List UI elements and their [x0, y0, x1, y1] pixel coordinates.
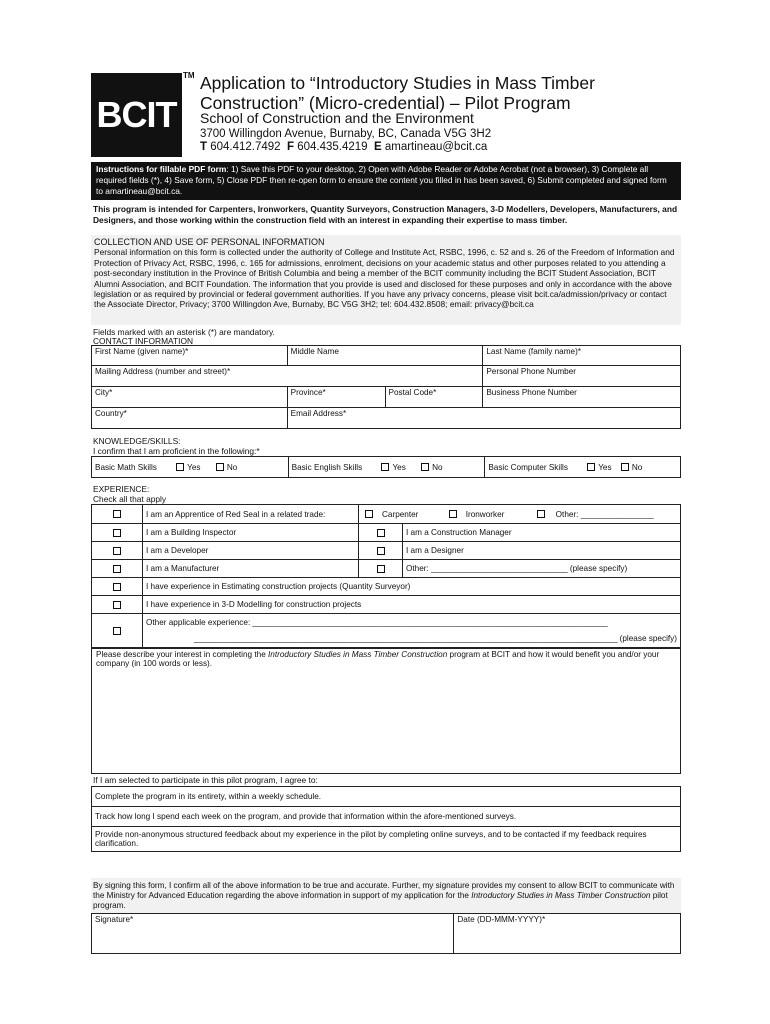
school-name: School of Construction and the Environment: [200, 110, 474, 126]
skill-math: Basic Math Skills Yes No: [92, 457, 289, 478]
english-yes-checkbox[interactable]: [381, 463, 389, 471]
skill-computer: Basic Computer Skills Yes No: [485, 457, 681, 478]
english-no-checkbox[interactable]: [421, 463, 429, 471]
modelling-label: I have experience in 3-D Modelling for construction projects: [143, 596, 681, 614]
ironworker-checkbox[interactable]: [449, 510, 457, 518]
manufacturer-label: I am a Manufacturer: [143, 560, 359, 578]
agreement-item-1: Complete the program in its entirety, within a weekly schedule.: [92, 787, 681, 807]
last-name-field[interactable]: Last Name (family name)*: [483, 346, 681, 366]
interest-table: [91, 647, 681, 774]
date-field[interactable]: Date (DD-MMM-YYYY)*: [454, 914, 681, 954]
signing-statement: By signing this form, I confirm all of the above information to be true and accurate. Further, my signature provides my consent to allow BCIT to communicate with the Ministry for Advanced Education regarding the above information in support of my application for the Introductory Studies in Mass Timber Construction pilot program.: [91, 878, 681, 914]
agreement-item-2: Track how long I spend each week on the program, and provide that information within the afore-mentioned surveys.: [92, 807, 681, 827]
interest-field[interactable]: Please describe your interest in completing the Introductory Studies in Mass Timber Construction program at BCIT and how it would benefit you and/or your company (in 100 words or less).: [92, 648, 681, 774]
program-intro: This program is intended for Carpenters, Ironworkers, Quantity Surveyors, Construction Managers, 3-D Modellers, Developers, Manufacturers, and Designers, and those working within the construction field with an interest in expanding their expertise to mass timber.: [93, 204, 678, 225]
inspector-label: I am a Building Inspector: [143, 524, 359, 542]
business-phone-field[interactable]: Business Phone Number: [483, 387, 681, 408]
privacy-notice: COLLECTION AND USE OF PERSONAL INFORMATION Personal information on this form is collected under the authority of College and Institute Act, RSBC, 1996, c. 52 and s. 26 of the Freedom of Information and Protection of Privacy Act, RSBC, 1996, c. 165 for admissions, enrolment, decisions on your academic status and other purposes related to you attending a post-secondary institution in the Province of British Columbia and being a member of the BCIT community including the BCIT Student Association, BCIT Alumni Association, and BCIT Foundation. The information that you provide is used and disclosed for these purposes and only in accordance with the above legislation or as required by provincial or federal government authorities. If you have any privacy concerns, please visit bcit.ca/admission/privacy or contact the Associate Director, Privacy; 3700 Willingdon Ave, Burnaby, BC V5G 3H2; tel: 604.432.8508; email: privacy@bcit.ca: [91, 235, 681, 325]
other-trade-checkbox[interactable]: [537, 510, 545, 518]
middle-name-field[interactable]: Middle Name: [287, 346, 483, 366]
apprentice-trades: Carpenter Ironworker Other: ________________: [359, 505, 681, 524]
designer-label: I am a Designer: [403, 542, 681, 560]
other-role-label[interactable]: Other: ______________________________ (please specify): [403, 560, 681, 578]
first-name-field[interactable]: First Name (given name)*: [92, 346, 288, 366]
signature-table: [91, 913, 681, 954]
other-experience-field[interactable]: Other applicable experience: ______________________________________________________________________________ _____________________________________________________________________________________________ (please specify): [143, 614, 681, 649]
contact-table: [91, 345, 681, 429]
other-experience-checkbox[interactable]: [113, 627, 121, 635]
skills-confirm: I confirm that I am proficient in the following:*: [93, 446, 260, 456]
computer-yes-checkbox[interactable]: [587, 463, 595, 471]
experience-check-all: Check all that apply: [93, 494, 167, 504]
math-yes-checkbox[interactable]: [176, 463, 184, 471]
construction-manager-checkbox[interactable]: [377, 529, 385, 537]
bcit-logo: BCIT: [91, 73, 182, 157]
agreement-table: [91, 786, 681, 852]
math-no-checkbox[interactable]: [216, 463, 224, 471]
inspector-checkbox[interactable]: [113, 529, 121, 537]
modelling-checkbox[interactable]: [113, 601, 121, 609]
country-field[interactable]: Country*: [92, 408, 288, 429]
designer-checkbox[interactable]: [377, 547, 385, 555]
carpenter-checkbox[interactable]: [365, 510, 373, 518]
postal-code-field[interactable]: Postal Code*: [385, 387, 483, 408]
manufacturer-checkbox[interactable]: [113, 565, 121, 573]
agreement-heading: If I am selected to participate in this pilot program, I agree to:: [93, 775, 318, 785]
apprentice-label: I am an Apprentice of Red Seal in a related trade:: [143, 505, 359, 524]
developer-label: I am a Developer: [143, 542, 359, 560]
skill-english: Basic English Skills Yes No: [288, 457, 485, 478]
province-field[interactable]: Province*: [287, 387, 385, 408]
mandatory-note: Fields marked with an asterisk (*) are mandatory.: [93, 327, 275, 337]
developer-checkbox[interactable]: [113, 547, 121, 555]
skills-table: [91, 456, 681, 478]
instructions-bar: Instructions for fillable PDF form: 1) Save this PDF to your desktop, 2) Open with Adobe Reader or Adobe Acrobat (not a browser), 3) Complete all required fields (*), 4) Save form, 5) Close PDF then re-open form to ensure the content you filled in has been saved, 6) Submit completed and signed form to amartineau@bcit.ca.: [91, 162, 681, 200]
school-address: 3700 Willingdon Avenue, Burnaby, BC, Canada V5G 3H2: [200, 128, 492, 140]
mailing-address-field[interactable]: Mailing Address (number and street)*: [92, 366, 483, 387]
skills-heading: KNOWLEDGE/SKILLS:: [93, 436, 181, 446]
trademark-mark: TM: [183, 71, 195, 80]
signature-field[interactable]: Signature*: [92, 914, 454, 954]
estimating-checkbox[interactable]: [113, 583, 121, 591]
personal-phone-field[interactable]: Personal Phone Number: [483, 366, 681, 387]
computer-no-checkbox[interactable]: [621, 463, 629, 471]
school-contact: T 604.412.7492 F 604.435.4219 E amartineau@bcit.ca: [200, 141, 488, 153]
construction-manager-label: I am a Construction Manager: [403, 524, 681, 542]
agreement-item-3: Provide non-anonymous structured feedback about my experience in the pilot by completing online surveys, and to be contacted if my feedback requires clarification.: [92, 827, 681, 852]
estimating-label: I have experience in Estimating construction projects (Quantity Surveyor): [143, 578, 681, 596]
contact-heading: CONTACT INFORMATION: [93, 336, 194, 346]
email-field[interactable]: Email Address*: [287, 408, 680, 429]
other-role-checkbox[interactable]: [377, 565, 385, 573]
page-title: Application to “Introductory Studies in Mass Timber Construction” (Micro-credential) – Pilot Program: [200, 73, 595, 113]
experience-table: [91, 504, 681, 649]
apprentice-checkbox[interactable]: [113, 510, 121, 518]
city-field[interactable]: City*: [92, 387, 288, 408]
experience-heading: EXPERIENCE:: [93, 484, 150, 494]
